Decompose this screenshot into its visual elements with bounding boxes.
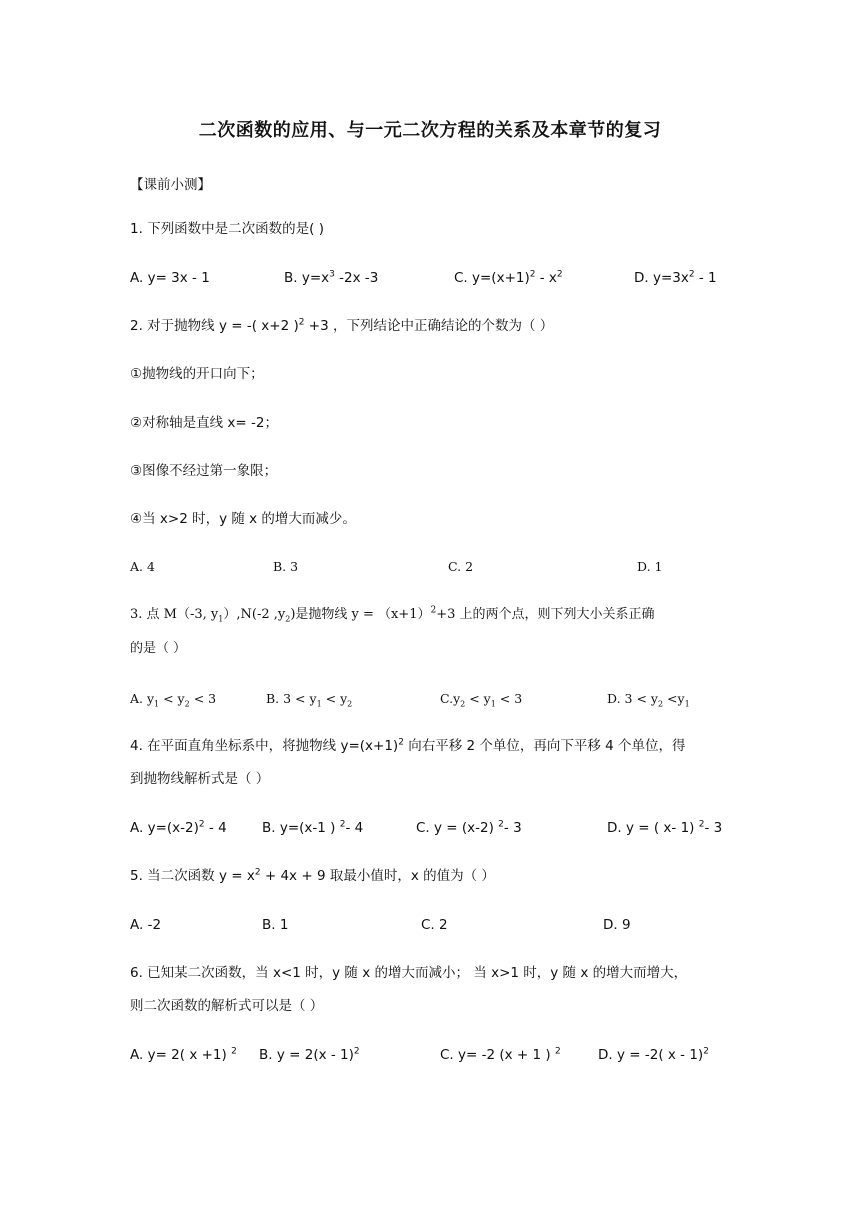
question-1-option-b: B. $y=x^3$ -2x -3: [284, 269, 379, 286]
question-4-option-d: D. y = ( x- 1) $^2$- 3: [607, 819, 723, 836]
question-1-option-c: C. $y=(x+1)^2 - x^2$: [454, 269, 563, 286]
question-6-option-d: D. y = -2( x - 1)$^2$: [598, 1046, 709, 1063]
page-title: 二次函数的应用、与一元二次方程的关系及本章节的复习: [198, 120, 662, 141]
question-5-stem: 5. 当二次函数 $y = x^2 + 4x + 9$ 取最小值时，x 的值为（ ）: [130, 867, 495, 884]
question-5-option-a: A. -2: [130, 917, 162, 933]
question-4-option-a: A. $y=(x-2)^2 - 4$: [130, 819, 227, 836]
question-2-statement-1: ①抛物线的开口向下；: [130, 366, 264, 382]
question-5-option-c: C. 2: [421, 917, 448, 933]
question-2-option-b: B. 3: [273, 559, 299, 574]
question-4-stem-line-1: 4. 在平面直角坐标系中，将抛物线 $y=(x+1)^2$ 向右平移 2 个单位，再向下平移 4 个单位，得: [130, 737, 686, 754]
question-4-option-c: C. y = (x-2) $^2$- 3: [416, 819, 522, 836]
section-heading: 【课前小测】: [130, 177, 211, 193]
question-1-stem: 1. 下列函数中是二次函数的是( ): [130, 221, 324, 237]
question-3-option-a: A. $y_1 < y_2 < 3$: [130, 691, 217, 709]
question-4-stem-line-2: 到抛物线解析式是（ ）: [130, 771, 270, 787]
question-2-statement-2: ②对称轴是直线 x= -2；: [130, 415, 278, 431]
question-2-statement-3: ③图像不经过第一象限；: [130, 463, 278, 479]
question-6-option-c: C. y= -2 (x + 1 ) $^2$: [440, 1046, 561, 1063]
question-2-option-d: D. 1: [637, 559, 663, 574]
question-6-stem-line-2: 则二次函数的解析式可以是（ ）: [130, 998, 324, 1014]
question-5-option-d: D. 9: [603, 917, 631, 933]
question-2-option-c: C. 2: [448, 559, 474, 574]
question-3-option-d: D. $3 < y_2 <y_1$: [607, 691, 690, 709]
question-4-option-b: B. y=(x-1 ) $^2$- 4: [262, 819, 364, 836]
question-2-statement-4: ④当 x>2 时，y 随 x 的增大而减少。: [130, 511, 356, 527]
question-6-option-b: B. y = 2(x - 1)$^2$: [259, 1046, 360, 1063]
question-3-option-c: $C.y_2 < y_1 < 3$: [440, 691, 523, 709]
question-5-option-b: B. 1: [262, 917, 289, 933]
question-1-option-a: A. y= 3x - 1: [130, 270, 210, 286]
question-2-stem: 2. 对于抛物线 y = -( x+2 )$^2$ +3 ，下列结论中正确结论的个数为（ ）: [130, 317, 554, 334]
question-3-stem-line-1: 3. 点 M（-3, $y_1),N(-2$ $,y_2$)是抛物线 $y = (x+1)^2+3$ 上的两个点，则下列大小关系正确: [130, 605, 655, 624]
question-6-option-a: A. y= 2( x +1) $^2$: [130, 1046, 237, 1063]
question-1-option-d: D. $y=3x^2 - 1$: [634, 269, 717, 286]
question-3-stem-line-2: 的是（ ）: [130, 641, 187, 656]
question-6-stem-line-1: 6. 已知某二次函数，当 x<1 时，y 随 x 的增大而减小； 当 x>1 时，y 随 x 的增大而增大，: [130, 965, 688, 981]
question-2-option-a: A. 4: [130, 559, 155, 574]
question-3-option-b: B. $3 < y_1 < y_2$: [266, 691, 353, 709]
